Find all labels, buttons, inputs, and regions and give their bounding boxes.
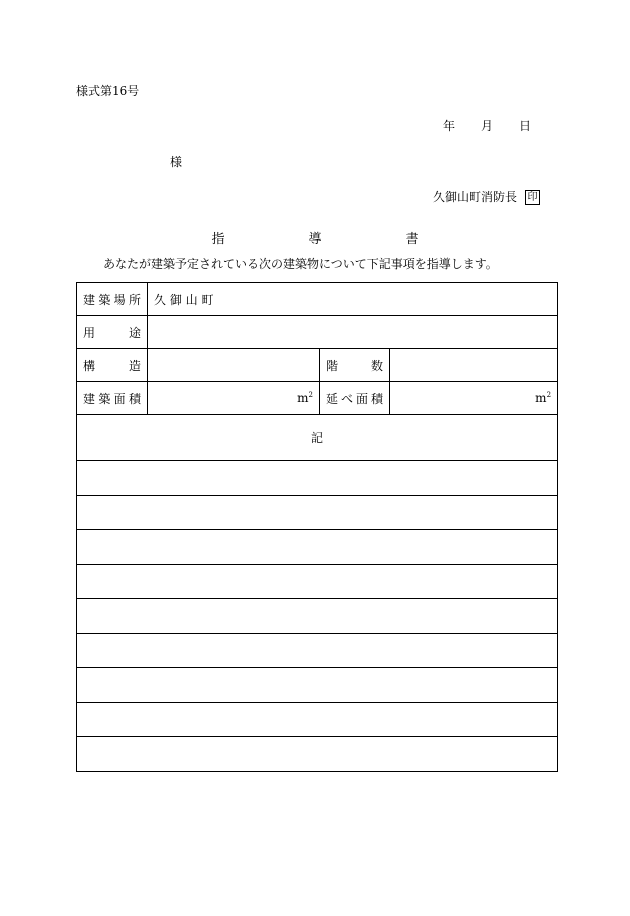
intro-text: あなたが建築予定されている次の建築物について下記事項を指導します。	[103, 257, 498, 271]
note-line	[77, 530, 558, 565]
use-label: 用途	[77, 316, 148, 349]
note-line	[77, 737, 558, 772]
floors-label: 階数	[320, 349, 390, 382]
row-location	[77, 283, 558, 316]
form-number: 様式第16号	[76, 84, 140, 98]
floor-area-field[interactable]	[390, 382, 558, 415]
note-line-field[interactable]	[77, 599, 558, 634]
row-use	[77, 316, 558, 349]
location-value[interactable]: 久 御 山 町	[148, 283, 558, 316]
location-label: 建築場所	[77, 283, 148, 316]
note-line	[77, 495, 558, 530]
title-char-1: 指	[211, 232, 225, 247]
issuer-line	[433, 190, 540, 205]
note-line-field[interactable]	[77, 495, 558, 530]
note-line	[77, 599, 558, 634]
note-line-field[interactable]	[77, 702, 558, 737]
structure-field[interactable]	[148, 349, 320, 382]
title-char-2: 導	[308, 232, 322, 247]
note-line	[77, 702, 558, 737]
row-area	[77, 382, 558, 415]
note-line-field[interactable]	[77, 461, 558, 496]
title-char-3: 書	[405, 232, 419, 247]
note-line	[77, 564, 558, 599]
building-area-label: 建築面積	[77, 382, 148, 415]
row-notes-heading	[77, 415, 558, 461]
use-field[interactable]	[148, 316, 558, 349]
guidance-form-table	[76, 282, 558, 772]
document-title	[0, 233, 630, 247]
date-month: 月	[481, 119, 494, 133]
note-line	[77, 461, 558, 496]
date-year: 年	[443, 119, 456, 133]
floor-area-label: 延べ面積	[320, 382, 390, 415]
building-area-unit-sup: 2	[308, 391, 313, 399]
date-line	[443, 119, 531, 133]
floor-area-unit: m	[535, 391, 547, 405]
note-line	[77, 633, 558, 668]
seal-stamp: 印	[525, 190, 540, 205]
note-line-field[interactable]	[77, 737, 558, 772]
note-line-field[interactable]	[77, 633, 558, 668]
date-day: 日	[519, 119, 532, 133]
notes-heading: 記	[77, 415, 558, 461]
building-area-unit: m	[297, 391, 309, 405]
note-line-field[interactable]	[77, 530, 558, 565]
structure-label: 構造	[77, 349, 148, 382]
note-line-field[interactable]	[77, 564, 558, 599]
issuer-name: 久御山町消防長	[433, 190, 518, 204]
building-area-field[interactable]	[148, 382, 320, 415]
note-line-field[interactable]	[77, 668, 558, 703]
floors-field[interactable]	[390, 349, 558, 382]
floor-area-unit-sup: 2	[546, 391, 552, 399]
row-structure	[77, 349, 558, 382]
addressee-suffix: 様	[170, 155, 183, 169]
note-line	[77, 668, 558, 703]
